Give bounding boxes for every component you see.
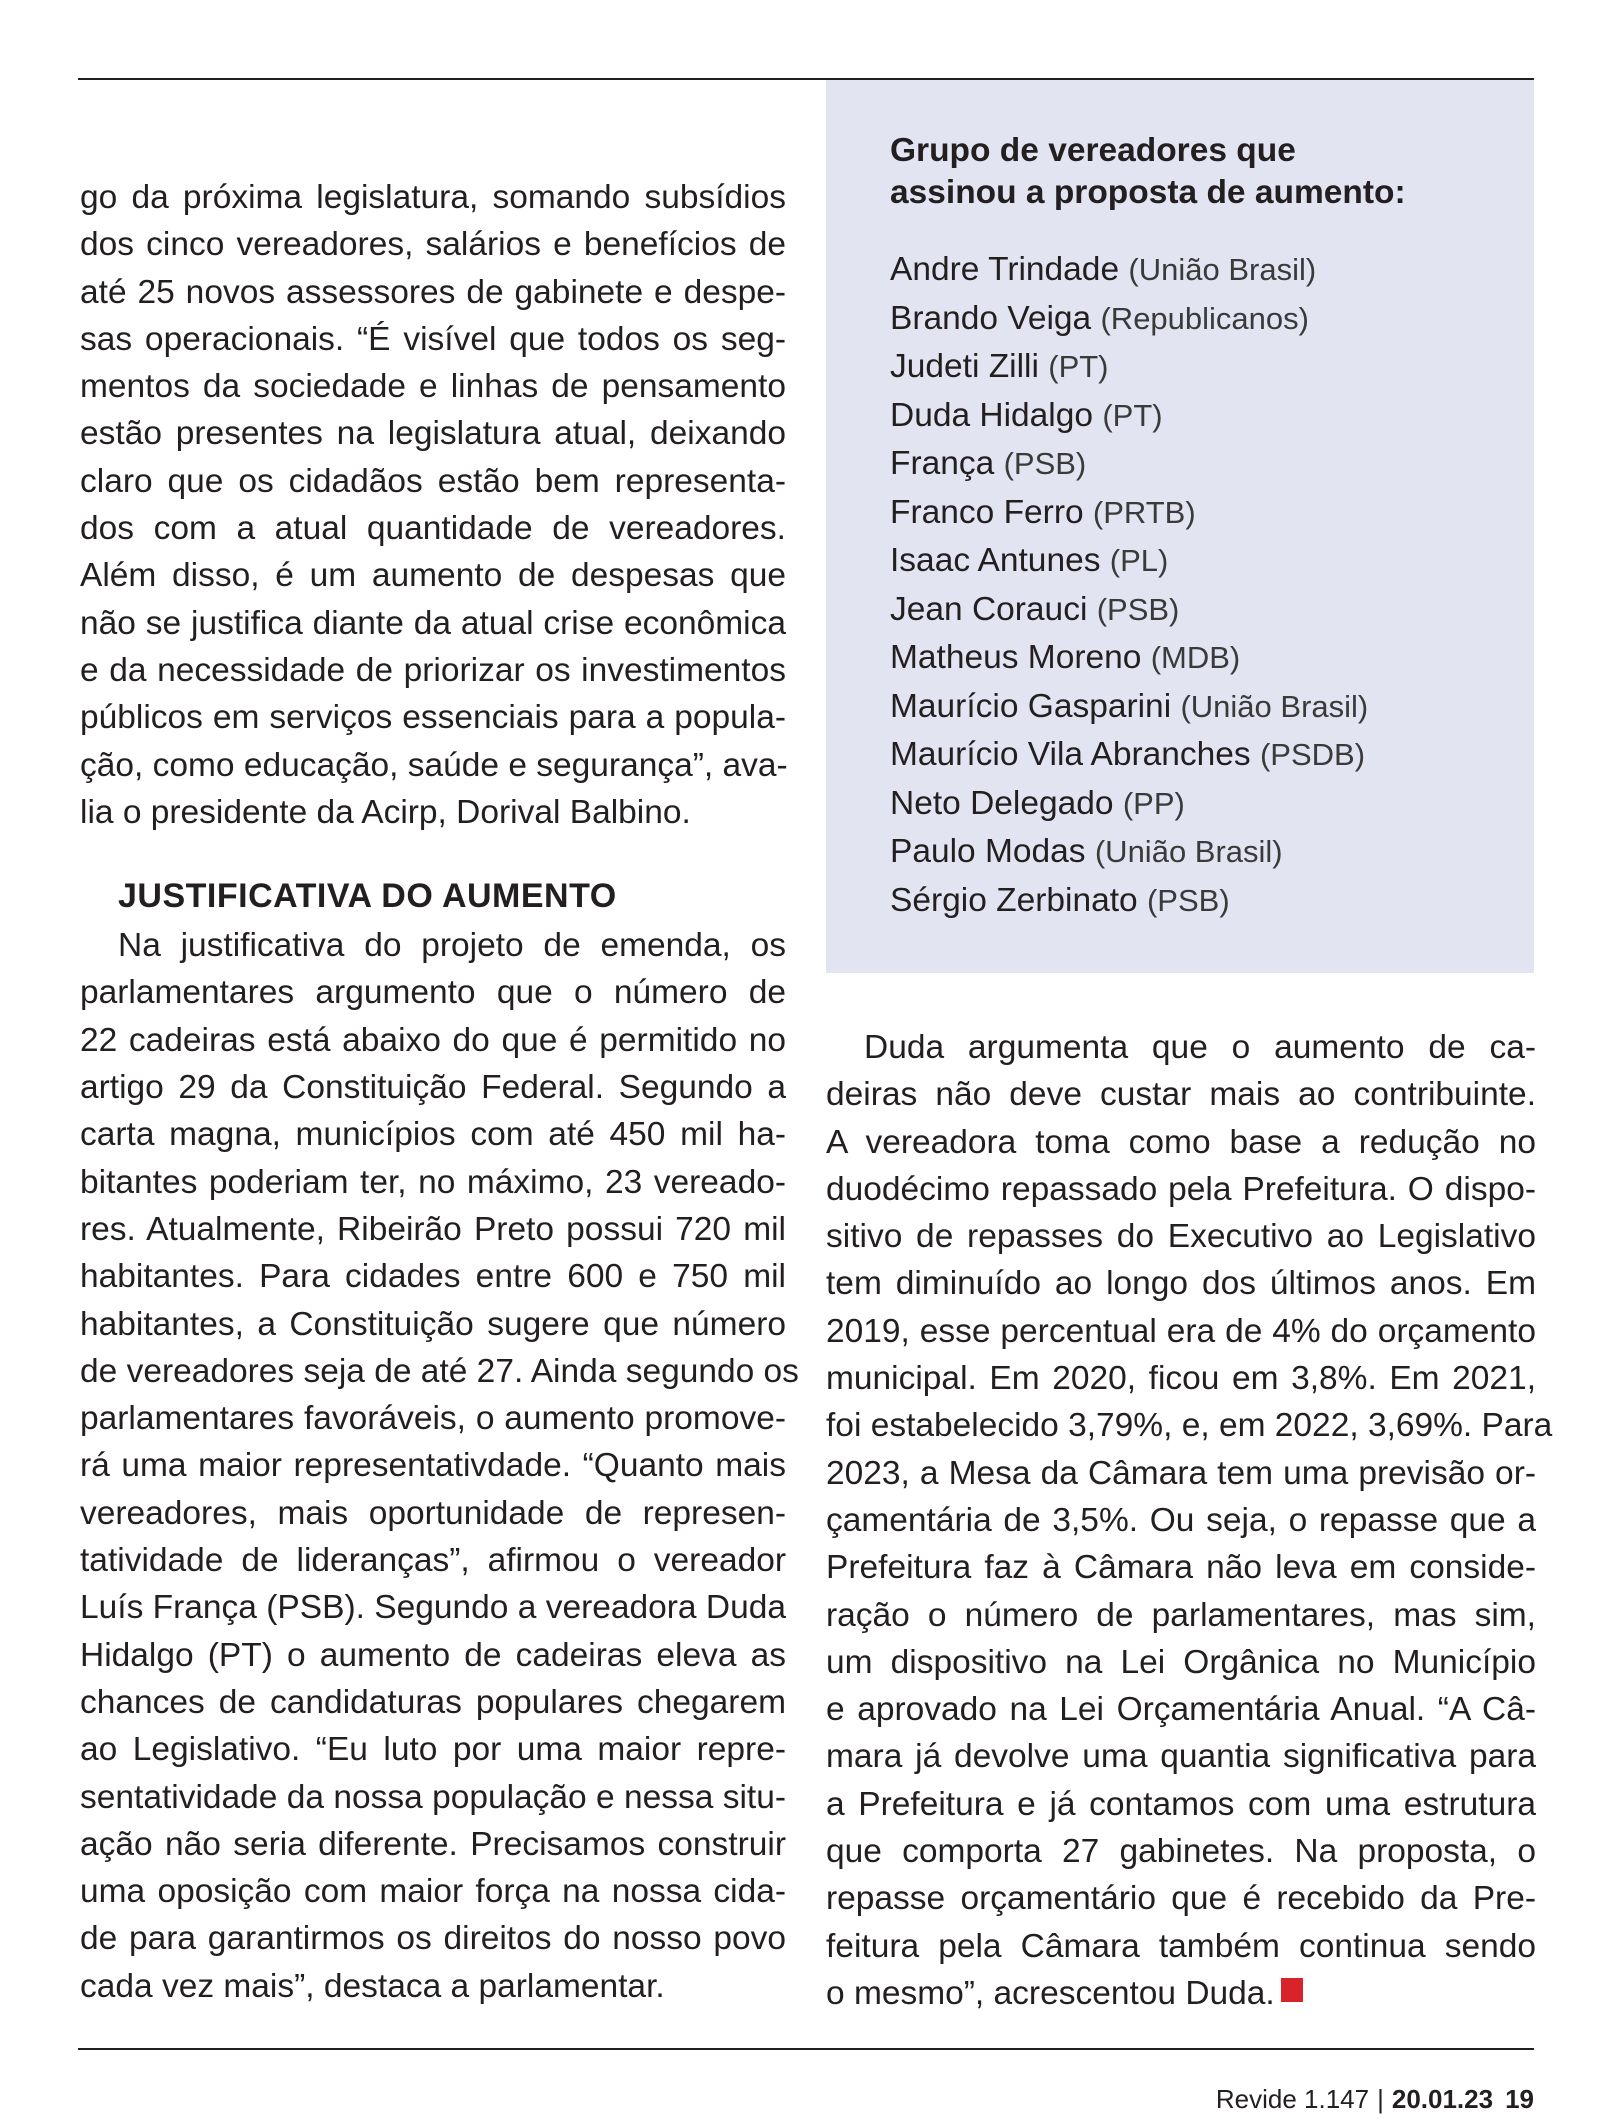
issue-date: 20.01.23 xyxy=(1391,2084,1494,2114)
text-line: bitantes poderiam ter, no máximo, 23 vereado- xyxy=(80,1163,786,1201)
signatory-item xyxy=(890,537,1368,586)
text-line: tatividade de lideranças”, afirmou o vereador xyxy=(80,1542,786,1580)
body-paragraph-2 xyxy=(80,922,799,2010)
text-line: mentos da sociedade e linhas de pensamento xyxy=(80,368,786,406)
signatory-party: (PSDB) xyxy=(1259,737,1366,772)
signatory-name: Jean Corauci xyxy=(890,590,1088,628)
text-line: go da próxima legislatura, somando subsídios xyxy=(80,179,786,216)
text-line: deiras não deve custar mais ao contribuinte. xyxy=(826,1076,1536,1114)
left-column xyxy=(80,174,799,2010)
text-line: uma oposição com maior força na nossa cida- xyxy=(80,1873,786,1911)
signatory-name: Andre Trindade xyxy=(890,251,1120,288)
signatory-item xyxy=(890,246,1368,295)
text-line: 2019, esse percentual era de 4% do orçamento xyxy=(826,1312,1536,1350)
signatory-item xyxy=(890,343,1368,392)
signatories-title-line-1: Grupo de vereadores que xyxy=(890,132,1296,169)
signatory-item xyxy=(890,440,1368,489)
text-line: çamentária de 3,5%. Ou seja, o repasse que a xyxy=(826,1501,1536,1539)
signatory-party: (PT) xyxy=(1048,349,1109,384)
text-line: e aprovado na Lei Orçamentária Anual. “A Câ- xyxy=(826,1691,1536,1729)
text-line: que comporta 27 gabinetes. Na proposta, o xyxy=(826,1833,1536,1871)
text-line: feitura pela Câmara também continua sendo xyxy=(826,1927,1536,1965)
text-line: habitantes, a Constituição sugere que número xyxy=(80,1305,786,1343)
signatory-item xyxy=(890,828,1368,877)
text-line: res. Atualmente, Ribeirão Preto possui 720 mil xyxy=(80,1210,786,1248)
text-line: Hidalgo (PT) o aumento de cadeiras eleva as xyxy=(80,1636,786,1674)
text-line: Prefeitura faz à Câmara não leva em conside- xyxy=(826,1549,1536,1587)
signatory-party: (União Brasil) xyxy=(1094,834,1283,869)
signatory-name: Matheus Moreno xyxy=(890,639,1142,676)
signatory-name: Brando Veiga xyxy=(890,299,1092,337)
text-line: ao Legislativo. “Eu luto por uma maior repre- xyxy=(80,1731,786,1769)
text-line: não se justifica diante da atual crise econômica xyxy=(80,604,786,642)
text-line: Na justificativa do projeto de emenda, os xyxy=(118,927,786,965)
text-line: públicos em serviços essenciais para a popula- xyxy=(80,699,786,737)
text-line: de para garantirmos os direitos do nosso povo xyxy=(80,1920,786,1958)
text-line: carta magna, municípios com até 450 mil ha- xyxy=(80,1116,786,1154)
text-line: rá uma maior representativdade. “Quanto mais xyxy=(80,1447,786,1485)
text-line: sentatividade da nossa população e nessa situ- xyxy=(80,1778,786,1816)
signatories-box xyxy=(826,80,1534,973)
text-line: de vereadores seja de até 27. Ainda segundo os xyxy=(80,1352,799,1390)
signatory-name: Judeti Zilli xyxy=(890,348,1039,385)
signatory-name: Neto Delegado xyxy=(890,784,1114,822)
text-line: Duda argumenta que o aumento de ca- xyxy=(864,1029,1536,1066)
signatory-item xyxy=(890,683,1368,732)
text-line: artigo 29 da Constituição Federal. Segundo a xyxy=(80,1069,786,1107)
signatory-name: Isaac Antunes xyxy=(890,542,1101,579)
text-line: foi estabelecido 3,79%, e, em 2022, 3,69%. Para xyxy=(826,1407,1553,1445)
signatory-name: Maurício Vila Abranches xyxy=(890,736,1251,773)
signatories-title-line-2: assinou a proposta de aumento: xyxy=(890,174,1406,211)
signatory-party: (PSB) xyxy=(1096,591,1180,627)
signatory-item xyxy=(890,295,1368,344)
text-line: cada vez mais”, destaca a parlamentar. xyxy=(80,1967,665,2005)
text-line: ção, como educação, saúde e segurança”, ava- xyxy=(80,746,788,784)
signatory-item xyxy=(890,392,1368,441)
text-line: claro que os cidadãos estão bem representa- xyxy=(80,462,786,500)
text-line: vereadores, mais oportunidade de represen- xyxy=(80,1494,786,1532)
text-line: parlamentares favoráveis, o aumento promove- xyxy=(80,1400,786,1438)
signatory-party: (PRTB) xyxy=(1092,494,1196,530)
text-line: chances de candidaturas populares chegarem xyxy=(80,1683,786,1721)
right-column xyxy=(826,1024,1553,2017)
text-line: estão presentes na legislatura atual, deixando xyxy=(80,415,786,453)
text-line: sas operacionais. “É visível que todos os seg- xyxy=(80,320,786,358)
signatory-party: (MDB) xyxy=(1150,640,1241,675)
text-line: lia o presidente da Acirp, Dorival Balbino. xyxy=(80,793,691,831)
text-line: dos com a atual quantidade de vereadores. xyxy=(80,510,786,548)
footer-separator: | xyxy=(1377,2084,1384,2114)
text-line: tem diminuído ao longo dos últimos anos. Em xyxy=(826,1265,1536,1303)
body-paragraph-3 xyxy=(826,1024,1553,2017)
text-line: e da necessidade de priorizar os investimentos xyxy=(80,651,786,689)
publication-name: Revide 1.147 xyxy=(1215,2084,1370,2114)
signatory-name: França xyxy=(890,445,995,482)
text-line: repasse orçamentário que é recebido da Pre- xyxy=(826,1880,1536,1918)
text-line: habitantes. Para cidades entre 600 e 750 mil xyxy=(80,1258,786,1296)
signatory-item xyxy=(890,489,1368,538)
signatory-name: Maurício Gasparini xyxy=(890,687,1172,725)
text-line: parlamentares argumento que o número de xyxy=(80,974,786,1012)
signatory-party: (PSB) xyxy=(1146,882,1230,918)
signatory-name: Sérgio Zerbinato xyxy=(890,881,1138,919)
text-line: A vereadora toma como base a redução no xyxy=(826,1123,1536,1161)
signatories-list xyxy=(890,246,1368,925)
text-line: 2023, a Mesa da Câmara tem uma previsão or- xyxy=(826,1454,1536,1492)
text-line: 22 cadeiras está abaixo do que é permitido no xyxy=(80,1021,786,1059)
text-line: municipal. Em 2020, ficou em 3,8%. Em 2021, xyxy=(826,1360,1536,1398)
text-line: ração o número de parlamentares, mas sim, xyxy=(826,1596,1536,1634)
body-paragraph-1 xyxy=(80,174,786,836)
text-line: dos cinco vereadores, salários e benefícios de xyxy=(80,226,786,264)
text-line: sitivo de repasses do Executivo ao Legislativo xyxy=(826,1218,1536,1256)
signatory-name: Paulo Modas xyxy=(890,833,1086,870)
signatory-item xyxy=(890,731,1368,780)
signatories-title xyxy=(890,130,1406,214)
text-line: ação não seria diferente. Precisamos construir xyxy=(80,1825,786,1863)
text-line: um dispositivo na Lei Orgânica no Município xyxy=(826,1643,1536,1681)
signatory-item xyxy=(890,877,1368,926)
text-line: a Prefeitura e já contamos com uma estrutura xyxy=(826,1785,1536,1823)
signatory-item xyxy=(890,586,1368,635)
end-mark-icon xyxy=(1281,1978,1303,2002)
text-line: Luís França (PSB). Segundo a vereadora Duda xyxy=(80,1589,786,1627)
signatory-name: Franco Ferro xyxy=(890,493,1084,531)
signatory-party: (PT) xyxy=(1102,397,1163,433)
text-line: mara já devolve uma quantia significativa para xyxy=(826,1738,1536,1776)
text-line: até 25 novos assessores de gabinete e despe- xyxy=(80,273,786,311)
signatory-party: (União Brasil) xyxy=(1128,252,1317,287)
signatory-party: (Republicanos) xyxy=(1100,300,1309,336)
bottom-rule xyxy=(78,2048,1534,2050)
signatory-party: (PL) xyxy=(1109,543,1169,578)
signatory-party: (União Brasil) xyxy=(1180,688,1369,724)
section-heading: JUSTIFICATIVA DO AUMENTO xyxy=(118,877,617,916)
page-footer xyxy=(1216,2084,1534,2114)
text-line: o mesmo”, acrescentou Duda. xyxy=(826,1970,1536,2017)
signatory-item xyxy=(890,634,1368,683)
signatory-party: (PSB) xyxy=(1003,446,1087,481)
signatory-item xyxy=(890,780,1368,829)
text-line: Além disso, é um aumento de despesas que xyxy=(80,557,786,595)
signatory-party: (PP) xyxy=(1122,785,1185,821)
page-number: 19 xyxy=(1505,2084,1534,2114)
text-line: duodécimo repassado pela Prefeitura. O dispo- xyxy=(826,1170,1536,1208)
signatory-name: Duda Hidalgo xyxy=(890,396,1093,434)
